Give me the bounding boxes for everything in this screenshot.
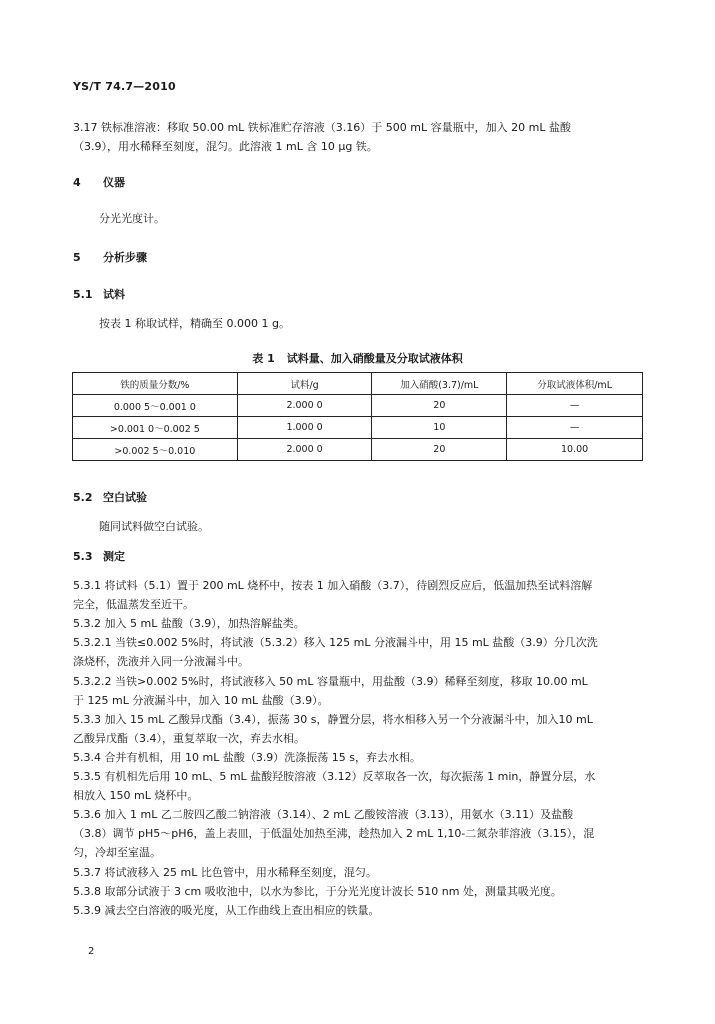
clause-5-3-6-line-1: 5.3.6 加入 1 mL 乙二胺四乙酸二钠溶液（3.14）、2 mL 乙酸铵溶液（3.13），用氨水（3.11）及盐酸 xyxy=(73,808,574,821)
clause-5-3-1-line-2: 完全，低温蒸发至近干。 xyxy=(73,598,194,611)
clause-3-17-line-1: 3.17 铁标准溶液：移取 50.00 mL 铁标准贮存溶液（3.16）于 500 mL 容量瓶中，加入 20 mL 盐酸 xyxy=(73,121,571,134)
section-5-1-heading xyxy=(73,288,125,302)
section-number: 4 xyxy=(73,176,81,189)
clause-5-3-1-line-1: 5.3.1 将试料（5.1）置于 200 mL 烧杯中，按表 1 加入硝酸（3.7），待剧烈反应后，低温加热至试料溶解 xyxy=(73,579,593,592)
clause-5-3-3-line-2: 乙酸异戊酯（3.4），重复萃取一次，弃去水相。 xyxy=(73,732,305,745)
section-title: 测定 xyxy=(103,550,125,563)
section-5-1-body: 按表 1 称取试样，精确至 0.000 1 g。 xyxy=(99,317,290,330)
section-title: 仪器 xyxy=(103,176,125,189)
table-caption-number: 表 1 xyxy=(252,352,275,365)
clause-5-3-2-1-line-2: 涤烧杯，洗液并入同一分液漏斗中。 xyxy=(73,655,249,668)
clause-5-3-4: 5.3.4 合并有机相，用 10 mL 盐酸（3.9）洗涤振荡 15 s，弃去水相。 xyxy=(73,751,422,764)
table-header-row xyxy=(73,373,643,395)
table-header-cell: 铁的质量分数/% xyxy=(73,373,238,395)
table-cell: 20 xyxy=(372,395,507,417)
clause-5-3-6-line-3: 匀，冷却至室温。 xyxy=(73,846,161,859)
table-caption xyxy=(0,350,715,366)
clause-5-3-7: 5.3.7 将试液移入 25 mL 比色管中，用水稀释至刻度，混匀。 xyxy=(73,866,377,879)
document-code: YS/T 74.7—2010 xyxy=(73,80,176,93)
section-5-heading xyxy=(73,251,147,265)
section-title: 空白试验 xyxy=(103,491,147,504)
table-cell: >0.001 0～0.002 5 xyxy=(73,417,238,439)
section-number: 5.3 xyxy=(73,550,93,563)
clause-5-3-2-1-line-1: 5.3.2.1 当铁≤0.002 5%时，将试液（5.3.2）移入 125 mL 分液漏斗中，用 15 mL 盐酸（3.9）分几次洗 xyxy=(73,636,598,649)
table-cell: 20 xyxy=(372,439,507,461)
table-cell: 0.000 5～0.001 0 xyxy=(73,395,238,417)
table-cell: 2.000 0 xyxy=(237,439,372,461)
section-5-3-heading xyxy=(73,550,125,564)
table-row xyxy=(73,395,643,417)
section-number: 5.2 xyxy=(73,491,93,504)
section-number: 5.1 xyxy=(73,288,93,301)
clause-3-17-line-2: （3.9），用水稀释至刻度，混匀。此溶液 1 mL 含 10 μg 铁。 xyxy=(73,140,378,153)
table-header-cell: 试料/g xyxy=(237,373,372,395)
clause-5-3-3-line-1: 5.3.3 加入 15 mL 乙酸异戊酯（3.4），振荡 30 s，静置分层，将水相移入另一个分液漏斗中，加入10 mL xyxy=(73,713,593,726)
page-number: 2 xyxy=(88,946,95,957)
section-5-2-body: 随同试料做空白试验。 xyxy=(99,520,209,533)
clause-5-3-2: 5.3.2 加入 5 mL 盐酸（3.9），加热溶解盐类。 xyxy=(73,617,305,630)
table-cell: 10 xyxy=(372,417,507,439)
table-cell: 2.000 0 xyxy=(237,395,372,417)
section-title: 分析步骤 xyxy=(103,251,147,264)
section-title: 试料 xyxy=(103,288,125,301)
table-row xyxy=(73,417,643,439)
table-cell: — xyxy=(507,395,643,417)
table-header-cell: 分取试液体积/mL xyxy=(507,373,643,395)
clause-5-3-5-line-2: 相放入 150 mL 烧杯中。 xyxy=(73,789,199,802)
table-row xyxy=(73,439,643,461)
clause-5-3-2-2-line-1: 5.3.2.2 当铁>0.002 5%时，将试液移入 50 mL 容量瓶中，用盐酸（3.9）稀释至刻度，移取 10.00 mL xyxy=(73,675,588,688)
table-caption-title: 试料量、加入硝酸量及分取试液体积 xyxy=(286,352,463,365)
table-cell: 1.000 0 xyxy=(237,417,372,439)
section-number: 5 xyxy=(73,251,81,264)
table-cell: >0.002 5～0.010 xyxy=(73,439,238,461)
table-cell: 10.00 xyxy=(507,439,643,461)
clause-5-3-8: 5.3.8 取部分试液于 3 cm 吸收池中，以水为参比，于分光光度计波长 510 nm 处，测量其吸光度。 xyxy=(73,885,562,898)
section-4-heading xyxy=(73,176,125,190)
section-4-body: 分光光度计。 xyxy=(99,212,165,225)
clause-5-3-6-line-2: （3.8）调节 pH5～pH6，盖上表皿，于低温处加热至沸，趁热加入 2 mL 1,10-二氮杂菲溶液（3.15），混 xyxy=(73,827,595,840)
clause-5-3-2-2-line-2: 于 125 mL 分液漏斗中，加入 10 mL 盐酸（3.9）。 xyxy=(73,694,329,707)
section-5-2-heading xyxy=(73,491,147,505)
table-cell: — xyxy=(507,417,643,439)
clause-5-3-9: 5.3.9 减去空白溶液的吸光度，从工作曲线上查出相应的铁量。 xyxy=(73,904,380,917)
table-header-cell: 加入硝酸(3.7)/mL xyxy=(372,373,507,395)
clause-5-3-5-line-1: 5.3.5 有机相先后用 10 mL、5 mL 盐酸羟胺溶液（3.12）反萃取各一次，每次振荡 1 min，静置分层，水 xyxy=(73,770,596,783)
sample-table xyxy=(72,372,643,461)
